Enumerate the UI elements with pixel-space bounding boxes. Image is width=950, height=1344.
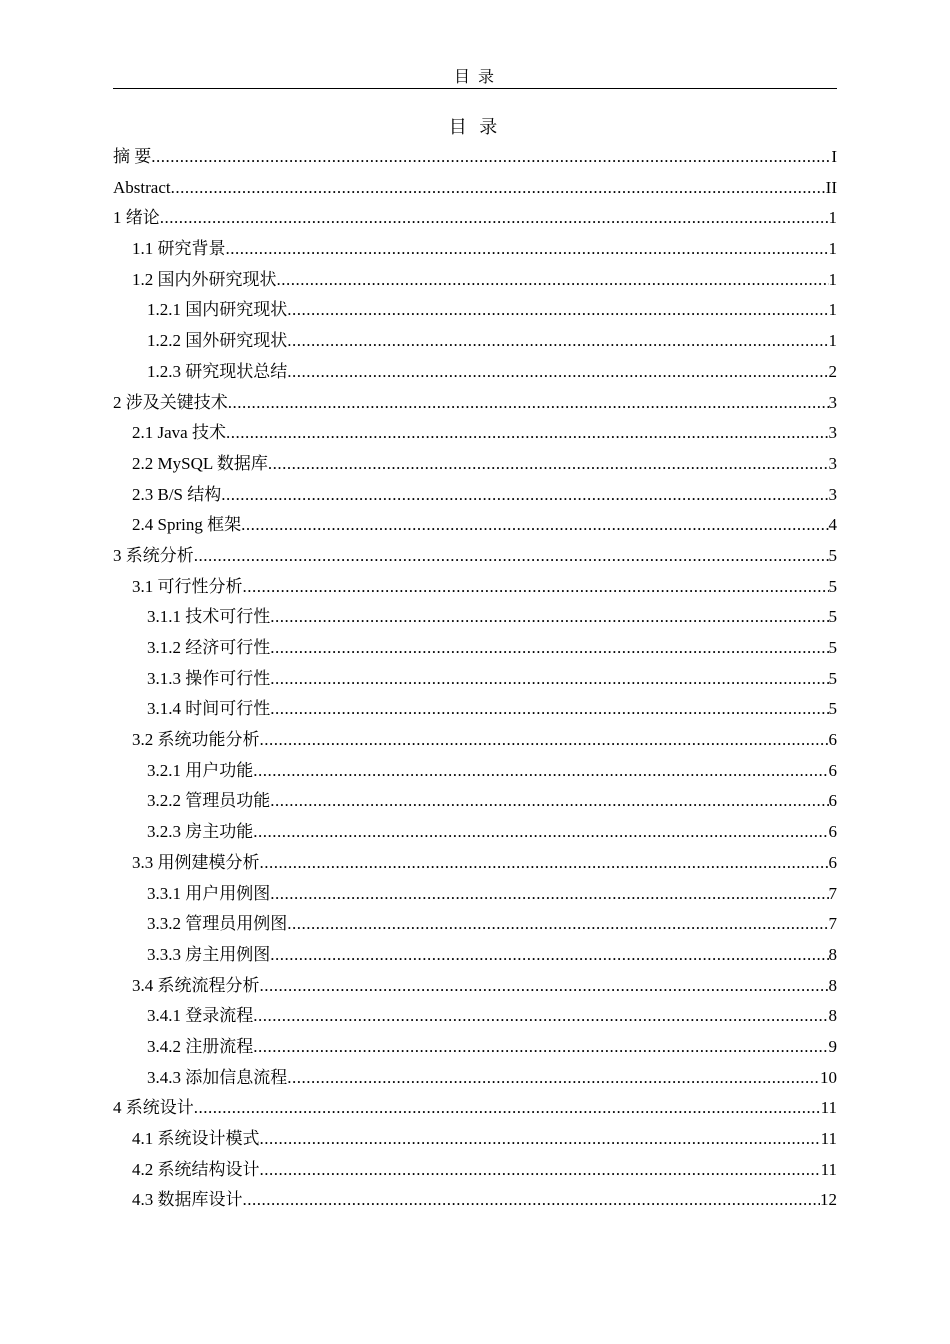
toc-entry-label: 3.3.1 用户用例图	[147, 883, 271, 903]
toc-dot-leader	[221, 480, 828, 511]
toc-entry[interactable]	[113, 940, 837, 971]
toc-dot-leader	[160, 203, 829, 234]
toc-entry-page-number: 6	[828, 791, 837, 811]
toc-dot-leader	[253, 756, 828, 787]
toc-entry-label: 1.2.3 研究现状总结	[147, 361, 288, 381]
toc-entry-label: 2.4 Spring 框架	[132, 515, 242, 535]
toc-entry-page-number: 7	[828, 914, 837, 934]
toc-entry-label: 4.2 系统结构设计	[132, 1159, 260, 1179]
toc-entry-label: 3.4.1 登录流程	[147, 1006, 254, 1026]
toc-dot-leader	[243, 572, 829, 603]
toc-entry[interactable]	[113, 418, 837, 449]
toc-entry-page-number: 5	[828, 699, 837, 719]
toc-dot-leader	[228, 388, 829, 419]
toc-entry-label: 3.4 系统流程分析	[132, 975, 260, 995]
toc-dot-leader	[151, 142, 831, 173]
toc-entry-page-number: 11	[820, 1098, 837, 1118]
toc-entry-page-number: 6	[828, 852, 837, 872]
toc-dot-leader	[171, 173, 826, 204]
toc-entry-label: 1.2.1 国内研究现状	[147, 300, 288, 320]
toc-entry-label: 3.1.1 技术可行性	[147, 607, 271, 627]
toc-entry-page-number: 5	[828, 607, 837, 627]
toc-entry-page-number: 5	[828, 668, 837, 688]
toc-entry-label: 4.3 数据库设计	[132, 1190, 243, 1210]
toc-entry-label: 3.2.1 用户功能	[147, 760, 254, 780]
toc-entry[interactable]	[113, 357, 837, 388]
toc-entry[interactable]	[113, 295, 837, 326]
toc-dot-leader	[270, 786, 828, 817]
toc-dot-leader	[260, 971, 829, 1002]
toc-entry-label: 3.1 可行性分析	[132, 576, 243, 596]
toc-entry-page-number: 5	[828, 545, 837, 565]
toc-entry-label: 4.1 系统设计模式	[132, 1129, 260, 1148]
toc-entry[interactable]	[113, 480, 837, 511]
toc-dot-leader	[287, 1063, 820, 1094]
toc-dot-leader	[253, 1032, 828, 1063]
toc-entry-label: 1.1 研究背景	[132, 239, 226, 259]
toc-entry-label: 3.3 用例建模分析	[132, 852, 260, 872]
toc-entry-label: 3.1.2 经济可行性	[147, 638, 271, 657]
toc-entry-page-number: 1	[828, 331, 837, 351]
toc-entry-label: 1.2 国内外研究现状	[132, 269, 277, 289]
toc-entry[interactable]	[113, 388, 837, 419]
toc-entry[interactable]	[113, 602, 837, 633]
toc-entry-label: 3 系统分析	[113, 545, 194, 565]
toc-entry[interactable]	[113, 664, 837, 695]
header-rule	[113, 88, 837, 89]
toc-dot-leader	[270, 940, 828, 971]
toc-entry[interactable]	[113, 265, 837, 296]
toc-entry-page-number: 3	[828, 453, 837, 473]
toc-dot-leader	[243, 1185, 821, 1216]
toc-entry-page-number: 9	[828, 1036, 837, 1056]
toc-entry-label: 2 涉及关键技术	[113, 392, 228, 412]
toc-entry-page-number: 3	[828, 484, 837, 504]
toc-entry-page-number: 11	[820, 1129, 837, 1148]
toc-entry-page-number: 1	[828, 269, 837, 289]
toc-dot-leader	[277, 265, 829, 296]
toc-entry-page-number: 6	[828, 730, 837, 750]
toc-dot-leader	[226, 234, 829, 265]
toc-dot-leader	[270, 879, 828, 910]
toc-entry-label: 摘 要	[113, 147, 152, 166]
toc-entry[interactable]	[113, 326, 837, 357]
toc-title: 目 录	[448, 117, 502, 137]
toc-entry-label: 3.4.3 添加信息流程	[147, 1067, 288, 1087]
toc-entry-label: 3.1.4 时间可行性	[147, 699, 271, 719]
toc-entry-label: 3.3.3 房主用例图	[147, 944, 271, 964]
toc-entry-page-number: 5	[828, 638, 837, 657]
toc-dot-leader	[270, 664, 828, 695]
toc-entry[interactable]	[113, 1185, 837, 1216]
toc-entry[interactable]	[113, 1063, 837, 1094]
toc-entry-label: 2.3 B/S 结构	[132, 484, 222, 504]
toc-entry[interactable]	[113, 1155, 837, 1186]
toc-dot-leader	[260, 1155, 821, 1186]
toc-entry-page-number: 7	[828, 883, 837, 903]
toc-dot-leader	[194, 541, 829, 572]
toc-entry-page-number: 3	[828, 423, 837, 443]
toc-dot-leader	[260, 725, 829, 756]
toc-entry-label: 4 系统设计	[113, 1098, 194, 1118]
toc-dot-leader	[253, 1001, 828, 1032]
toc-entry-page-number: 4	[828, 515, 837, 535]
toc-entry-label: 3.1.3 操作可行性	[147, 668, 271, 688]
toc-entry-page-number: 2	[828, 361, 837, 381]
toc-entry-page-number: 10	[820, 1067, 837, 1087]
toc-entry[interactable]	[113, 203, 837, 234]
running-header: 目 录	[453, 69, 496, 86]
toc-entry[interactable]	[113, 510, 837, 541]
toc-dot-leader	[194, 1093, 821, 1124]
toc-entry-page-number: 6	[828, 822, 837, 842]
toc-entry[interactable]	[113, 449, 837, 480]
toc-dot-leader	[260, 1124, 821, 1155]
toc-entry-label: 3.2.2 管理员功能	[147, 791, 271, 811]
toc-entry[interactable]	[113, 879, 837, 910]
toc-entry-label: 1.2.2 国外研究现状	[147, 331, 288, 351]
toc-entry[interactable]	[113, 694, 837, 725]
toc-entry[interactable]	[113, 817, 837, 848]
toc-entry-page-number: 1	[828, 300, 837, 320]
toc-entry[interactable]	[113, 1093, 837, 1124]
toc-entry[interactable]	[113, 848, 837, 879]
toc-entry-page-number: I	[831, 147, 837, 166]
toc-dot-leader	[226, 418, 829, 449]
toc-entry[interactable]	[113, 633, 837, 664]
toc-entry-label: 1 绪论	[113, 208, 160, 228]
toc-entry-label: 3.4.2 注册流程	[147, 1036, 254, 1056]
toc-entry[interactable]	[113, 1001, 837, 1032]
toc-dot-leader	[270, 602, 828, 633]
toc-entry-label: Abstract	[113, 177, 171, 197]
toc-entry[interactable]	[113, 909, 837, 940]
toc-dot-leader	[287, 357, 828, 388]
toc-entry-label: 3.3.2 管理员用例图	[147, 914, 288, 934]
toc-entry[interactable]	[113, 971, 837, 1002]
toc-entry-page-number: 1	[828, 208, 837, 228]
toc-dot-leader	[260, 848, 829, 879]
toc-entry-page-number: 12	[820, 1190, 837, 1210]
toc-entry-page-number: 8	[828, 944, 837, 964]
toc-entry[interactable]	[113, 1032, 837, 1063]
toc-entry[interactable]	[113, 572, 837, 603]
toc-entry[interactable]	[113, 173, 837, 204]
toc-entry-label: 3.2 系统功能分析	[132, 730, 260, 750]
toc-entry-page-number: 5	[828, 576, 837, 596]
toc-entry[interactable]	[113, 541, 837, 572]
toc-entry-page-number: 3	[828, 392, 837, 412]
toc-entry[interactable]	[113, 142, 837, 173]
toc-dot-leader	[287, 909, 828, 940]
toc-dot-leader	[270, 694, 828, 725]
toc-entry[interactable]	[113, 234, 837, 265]
toc-entry-page-number: II	[825, 177, 837, 197]
toc-dot-leader	[270, 633, 828, 664]
toc-entry[interactable]	[113, 725, 837, 756]
toc-dot-leader	[287, 326, 828, 357]
toc-dot-leader	[287, 295, 828, 326]
toc-list	[113, 142, 837, 1216]
toc-entry-page-number: 8	[828, 1006, 837, 1026]
toc-entry-page-number: 1	[828, 239, 837, 259]
toc-dot-leader	[268, 449, 829, 480]
toc-entry-label: 3.2.3 房主功能	[147, 822, 254, 842]
toc-entry-page-number: 11	[820, 1159, 837, 1179]
toc-entry[interactable]	[113, 1124, 837, 1155]
toc-entry[interactable]	[113, 786, 837, 817]
toc-entry-label: 2.1 Java 技术	[132, 423, 226, 443]
toc-entry-page-number: 8	[828, 975, 837, 995]
toc-dot-leader	[241, 510, 828, 541]
toc-dot-leader	[253, 817, 828, 848]
toc-entry[interactable]	[113, 756, 837, 787]
toc-entry-page-number: 6	[828, 760, 837, 780]
toc-entry-label: 2.2 MySQL 数据库	[132, 453, 268, 473]
